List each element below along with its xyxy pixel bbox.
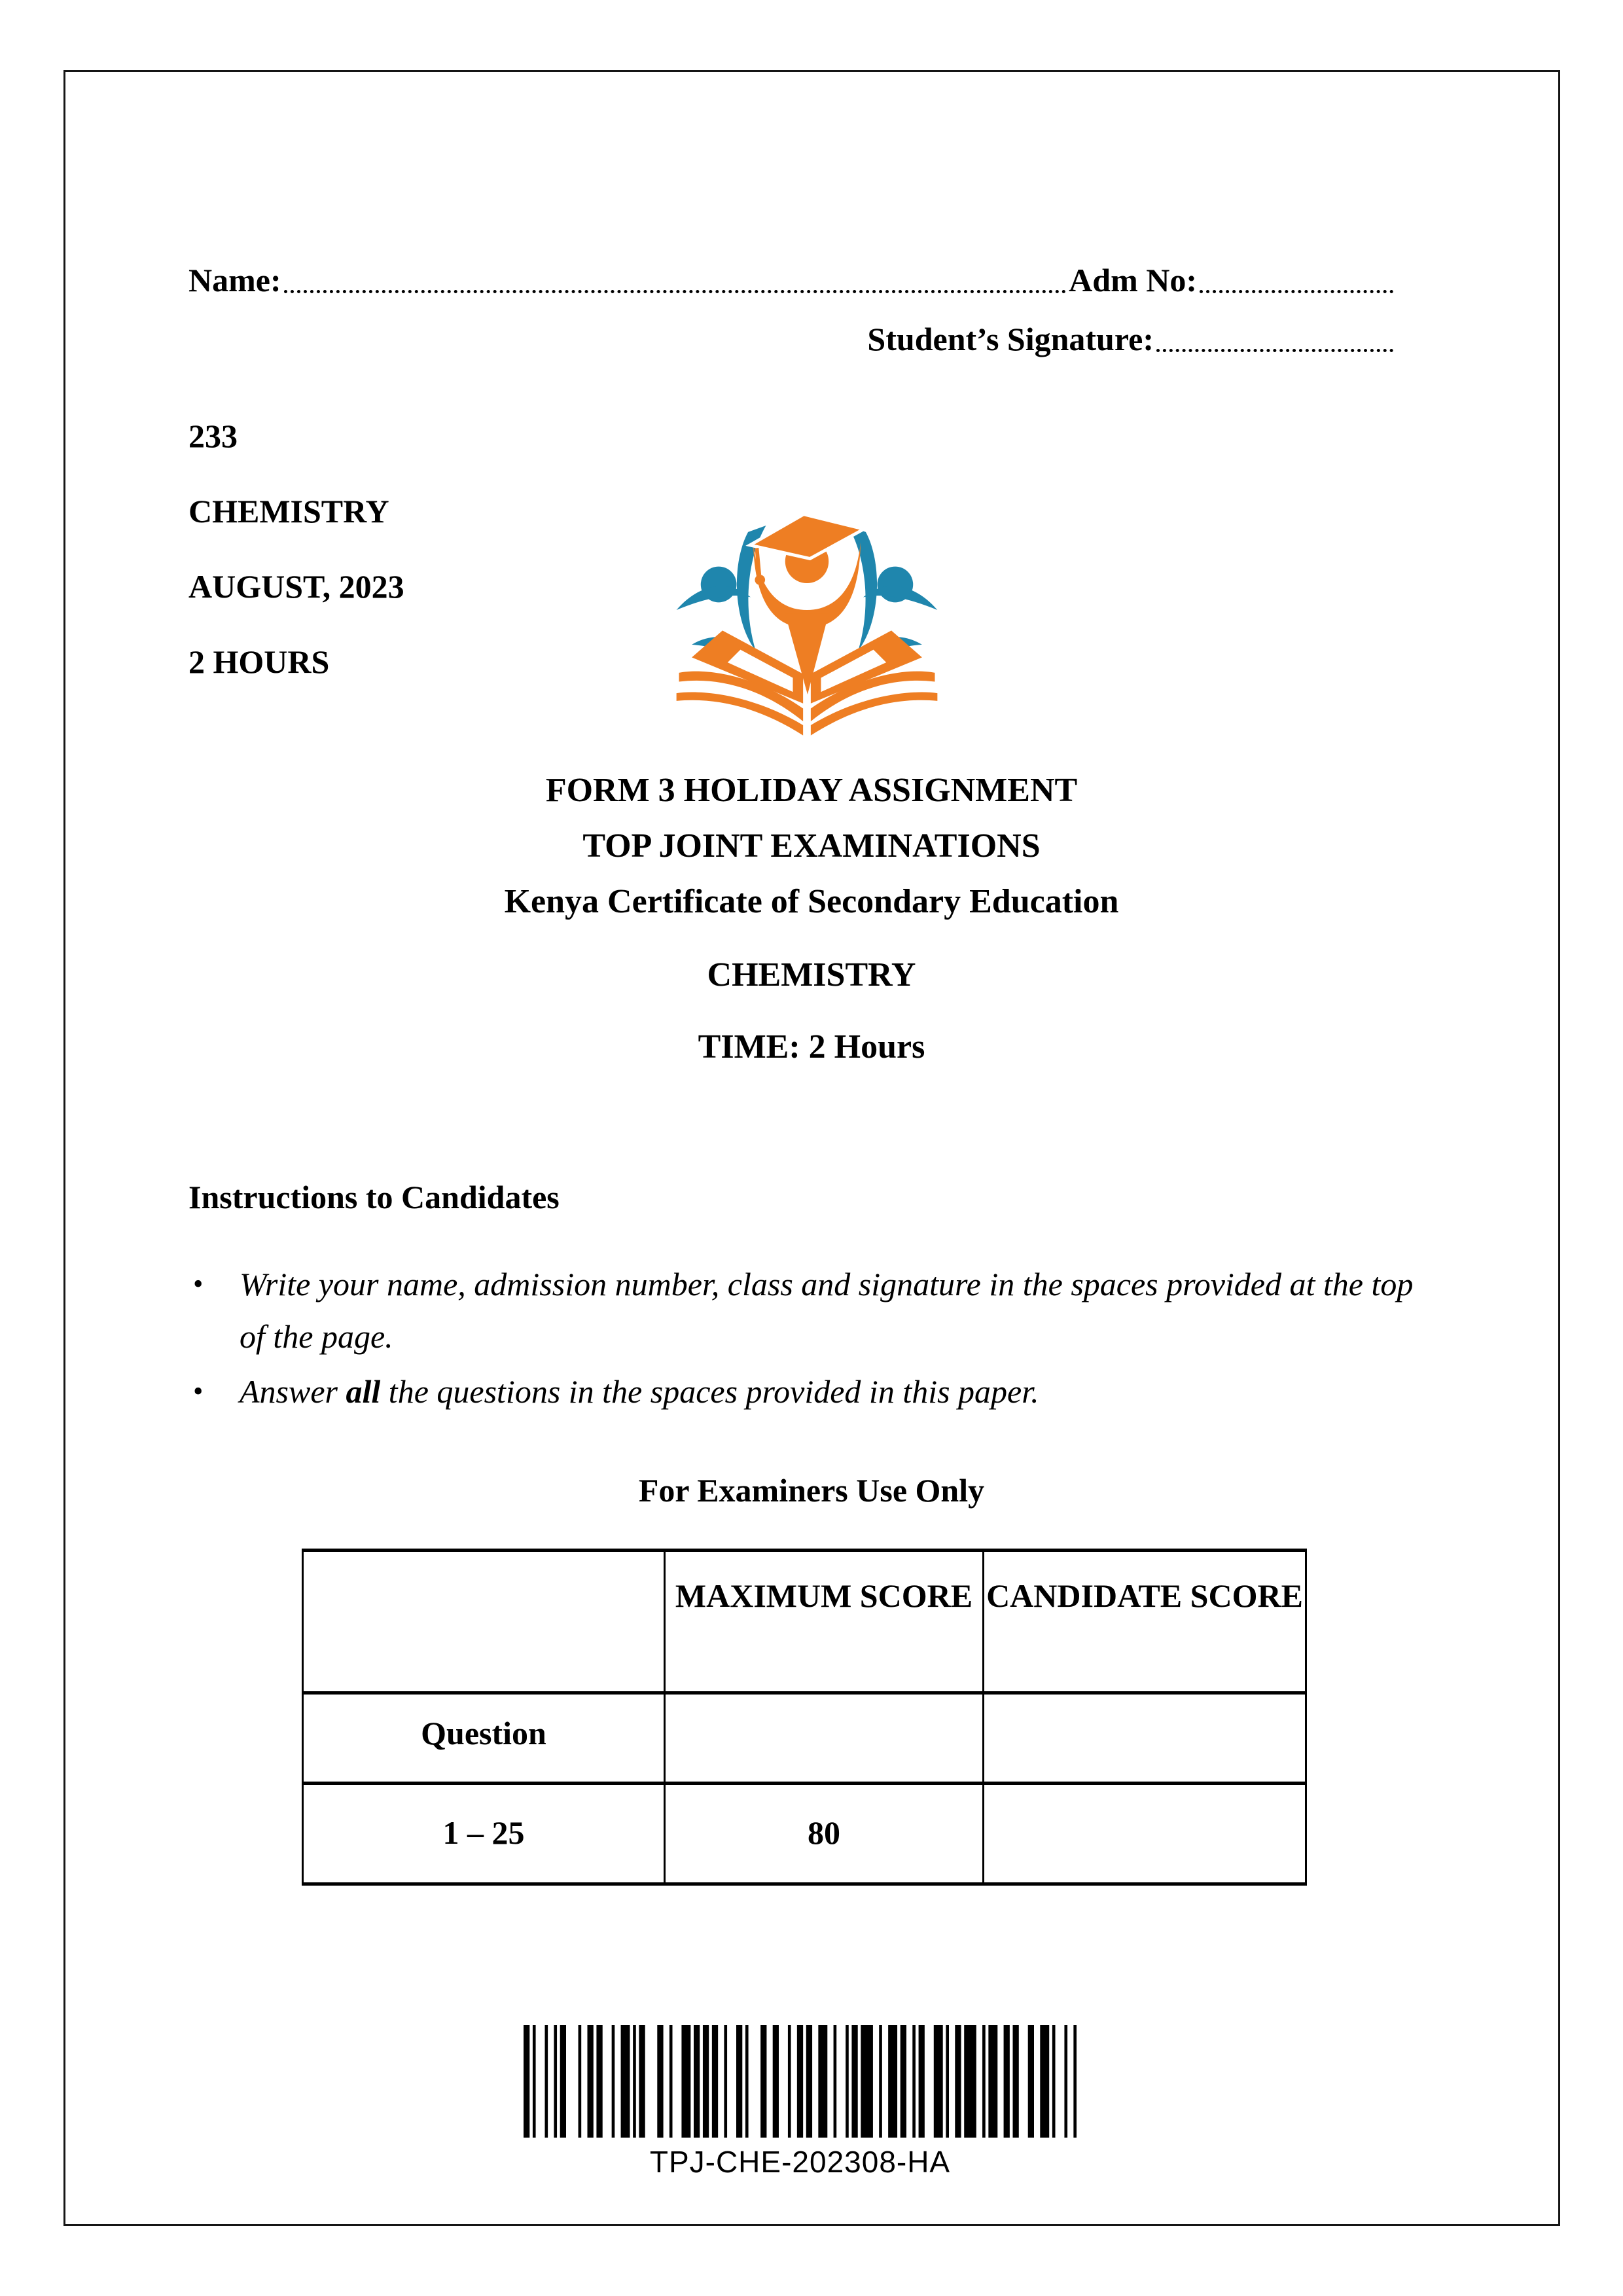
title-time: TIME: 2 Hours (698, 1028, 925, 1066)
school-logo-graphic (666, 483, 948, 740)
instruction-item-2-text (240, 1365, 1417, 1418)
examiners-score-table (302, 1549, 1307, 1886)
signature-row (867, 321, 1396, 357)
cell-blank (984, 1693, 1306, 1784)
instructions-heading: Instructions to Candidates (188, 1179, 560, 1215)
instructions-list (193, 1258, 1417, 1420)
title-exam-body: TOP JOINT EXAMINATIONS (582, 827, 1041, 865)
cell-question-range: 1 – 25 (303, 1784, 665, 1884)
cell-maximum-score-value: 80 (665, 1784, 984, 1884)
barcode-label: TPJ-CHE-202308-HA (649, 2145, 951, 2179)
cell-question-label: Question (303, 1693, 665, 1784)
instruction-item-2-bold: all (346, 1373, 381, 1410)
paper-code: 233 (188, 418, 238, 454)
name-adm-row (188, 262, 1396, 298)
header-cell-blank (303, 1551, 665, 1693)
adm-no-fill-line (1200, 285, 1393, 293)
title-form: FORM 3 HOLIDAY ASSIGNMENT (545, 772, 1078, 809)
instruction-item-2-suffix: the questions in the spaces provided in this paper. (380, 1373, 1039, 1410)
school-logo (666, 483, 948, 740)
title-certificate: Kenya Certificate of Secondary Education (504, 883, 1119, 920)
paper-meta (188, 418, 404, 719)
adm-no-label: Adm No: (1069, 262, 1197, 298)
cell-blank (665, 1693, 984, 1784)
instruction-item-1-text: Write your name, admission number, class and signature in the spaces provided at the top of the page. (240, 1266, 1414, 1355)
bullet-icon: • (193, 1375, 204, 1407)
bullet-icon: • (193, 1268, 204, 1300)
name-fill-line (284, 285, 1067, 293)
paper-subject: CHEMISTRY (188, 493, 389, 529)
paper-date: AUGUST, 2023 (188, 568, 404, 605)
barcode-bars (524, 2025, 1077, 2138)
header-cell-candidate-score: CANDIDATE SCORE (984, 1551, 1306, 1693)
signature-label: Student’s Signature: (867, 321, 1154, 357)
cell-candidate-score-blank (984, 1784, 1306, 1884)
table-row-1-25 (303, 1784, 1306, 1884)
instruction-item-1 (193, 1258, 1417, 1363)
name-label: Name: (188, 262, 281, 298)
table-row-question (303, 1693, 1306, 1784)
header-cell-maximum-score: MAXIMUM SCORE (665, 1551, 984, 1693)
signature-fill-line (1156, 344, 1393, 352)
paper-duration: 2 HOURS (188, 643, 330, 680)
instruction-item-2-prefix: Answer (240, 1373, 346, 1410)
page-border-frame (63, 70, 1560, 2226)
title-subject: CHEMISTRY (707, 956, 916, 994)
table-header-row (303, 1551, 1306, 1693)
instruction-item-2 (193, 1365, 1417, 1418)
examiners-heading: For Examiners Use Only (638, 1472, 985, 1509)
barcode-block (524, 2025, 1077, 2179)
